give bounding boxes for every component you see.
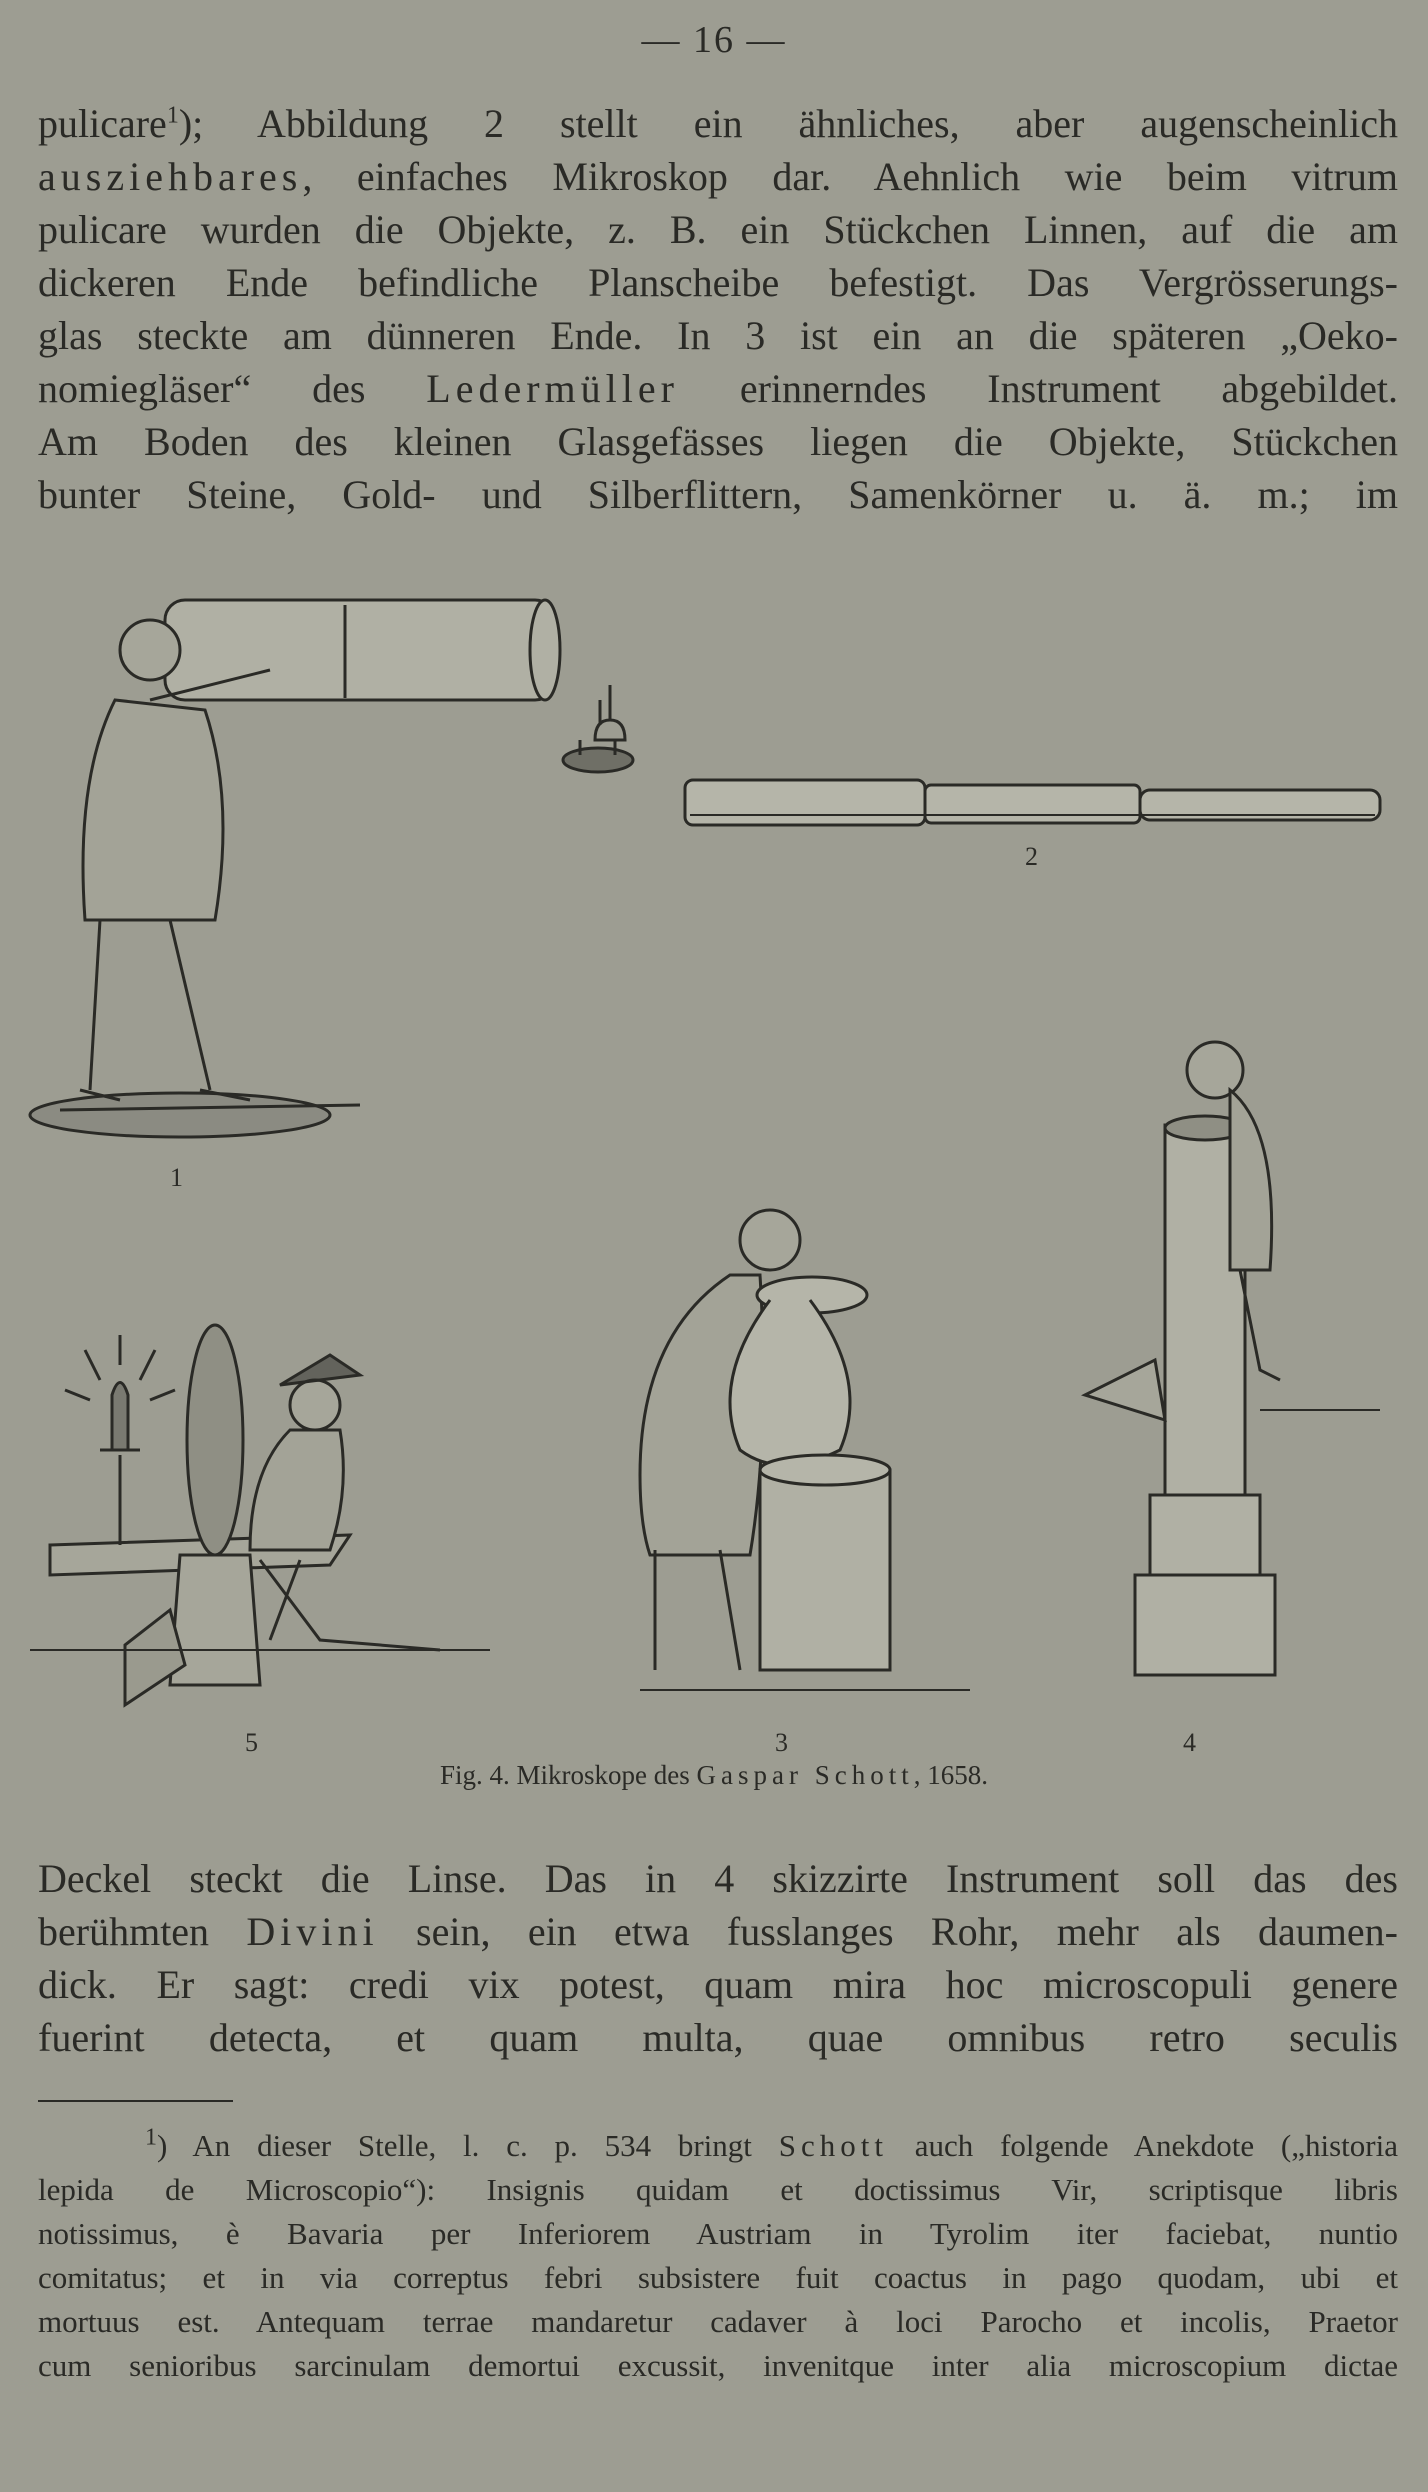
body-line-10: berühmten Divini sein, ein etwa fusslanges Rohr, mehr als daumen- (38, 1909, 1398, 1954)
fig-label-4: 4 (1183, 1728, 1196, 1757)
footnote-marker[interactable]: 1 (166, 102, 179, 129)
fig4-drawing (1085, 1042, 1380, 1675)
fig-label-3: 3 (775, 1728, 788, 1757)
figure-caption: Fig. 4. Mikroskope des Gaspar Schott, 1658. (440, 1760, 988, 1790)
footnote-line-5: mortuus est. Antequam terrae mandaretur cadaver à loci Parocho et incolis, Praetor (38, 2304, 1398, 2339)
fig2-drawing (685, 780, 1380, 825)
body-line-2: ausziehbares, einfaches Mikroskop dar. Aehnlich wie beim vitrum (38, 154, 1398, 199)
footnote-rule (38, 2100, 233, 2102)
page-number: — 16 — (641, 19, 787, 61)
figure-illustration (0, 560, 1428, 1760)
fig-label-2: 2 (1025, 842, 1038, 871)
body-line-4: dickeren Ende befindliche Planscheibe befestigt. Das Vergrösserungs- (38, 260, 1398, 305)
fig3-drawing (640, 1210, 970, 1690)
footnote-line-6: cum senioribus sarcinulam demortui excussit, invenitque inter alia microscopium dictae (38, 2348, 1398, 2383)
body-line-5: glas steckte am dünneren Ende. In 3 ist ein an die späteren „Oeko- (38, 313, 1398, 358)
footnote-line-1: $^1$) An dieser Stelle, l. c. p. 534 bringt Schott auch folgende Anekdote („historia (145, 2124, 1398, 2163)
body-line-6: nomiegläser“ des Ledermüller erinnerndes Instrument abgebildet. (38, 366, 1399, 411)
footnote-line-2: lepida de Microscopio“): Insignis quidam et doctissimus Vir, scriptisque libris (38, 2172, 1398, 2207)
footnote-line-3: notissimus, è Bavaria per Inferiorem Austriam in Tyrolim iter faciebat, nuntio (38, 2216, 1398, 2251)
fig5-drawing (30, 1325, 490, 1705)
body-line-9: Deckel steckt die Linse. Das in 4 skizzirte Instrument soll das des (38, 1856, 1398, 1901)
fig-label-1: 1 (170, 1163, 183, 1192)
body-line-7: Am Boden des kleinen Glasgefässes liegen die Objekte, Stückchen (38, 419, 1398, 464)
body-line-12: fuerint detecta, et quam multa, quae omnibus retro seculis (38, 2015, 1398, 2060)
fig-label-5: 5 (245, 1728, 258, 1757)
body-line-8: bunter Steine, Gold- und Silberflittern, Samenkörner u. ä. m.; im (38, 472, 1398, 517)
body-line-11: dick. Er sagt: credi vix potest, quam mira hoc microscopuli genere (38, 1962, 1398, 2007)
body-line-1: pulicare$^1$); Abbildung 2 stellt ein ähnliches, aber augenscheinlich (38, 101, 1398, 146)
body-line-3: pulicare wurden die Objekte, z. B. ein Stückchen Linnen, auf die am (38, 207, 1398, 252)
footnote-line-4: comitatus; et in via correptus febri subsistere fuit coactus in pago quodam, ubi et (38, 2260, 1398, 2295)
fig1-drawing (30, 600, 633, 1137)
